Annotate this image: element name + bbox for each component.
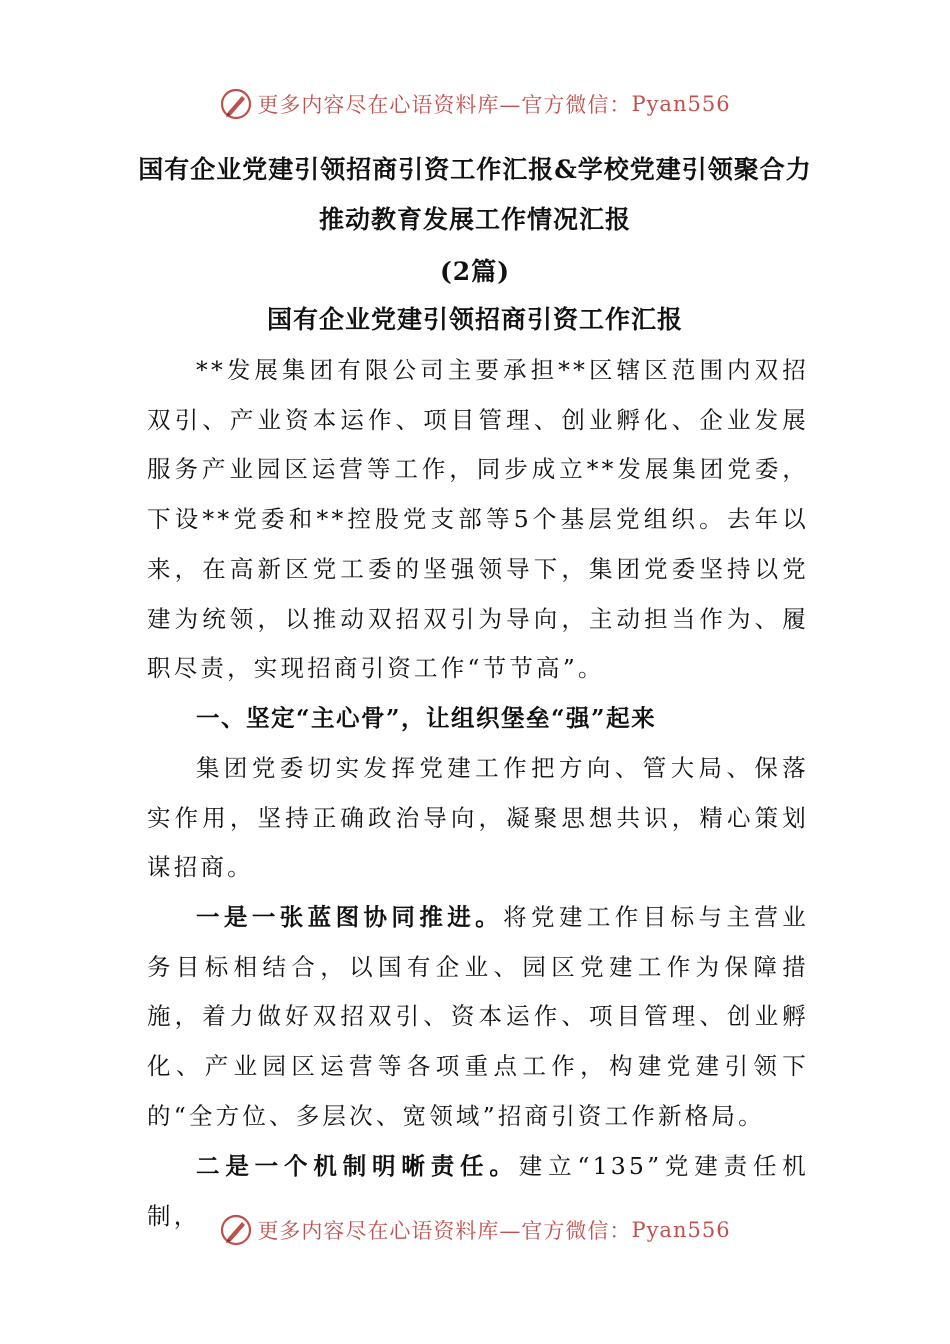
document-title-line1: 国有企业党建引领招商引资工作汇报&学校党建引领聚合力	[138, 155, 812, 184]
paragraph-item2-body: 建立“135”党建责任机制，	[147, 1152, 809, 1230]
section-heading-1: 一、坚定“主心骨”，让组织堡垒“强”起来	[196, 704, 657, 732]
footer-watermark-banner	[0, 1208, 950, 1252]
paragraph-section1: 集团党委切实发挥党建工作把方向、管大局、保落实作用，坚持正确政治导向，凝聚思想共识，精心策划谋招商。	[147, 754, 809, 882]
paragraph-intro: **发展集团有限公司主要承担**区辖区范围内双招双引、产业资本运作、项目管理、创业孵化、企业发展服务产业园区运营等工作，同步成立**发展集团党委，下设**党委和**控股党支部等5个基层党组织。去年以来，在高新区党工委的坚强领导下，集团党委坚持以党建为统领，以推动双招双引为导向，主动担当作为、履职尽责，实现招商引资工作“节节高”。	[147, 356, 809, 683]
banner-wechat-id: Pyan556	[631, 92, 731, 116]
document-subtitle: 国有企业党建引领招商引资工作汇报	[266, 305, 683, 334]
paragraph-item1	[147, 893, 809, 1142]
pen-logo-icon	[219, 1213, 253, 1247]
document-title-line2: 推动教育发展工作情况汇报	[318, 205, 631, 234]
paragraph-item1-lead: 一是一张蓝图协同推进。	[196, 903, 504, 931]
banner-site-text: 更多内容尽在心语资料库—官方微信：	[257, 1219, 632, 1243]
pen-logo-icon	[219, 87, 253, 121]
banner-site-text: 更多内容尽在心语资料库—官方微信：	[257, 93, 632, 117]
banner-wechat-id: Pyan556	[631, 1218, 731, 1242]
paragraph-item2-lead: 二是一个机制明晰责任。	[196, 1152, 519, 1180]
paragraph-item1-body: 将党建工作目标与主营业务目标相结合，以国有企业、园区党建工作为保障措施，着力做好双招双引、资本运作、项目管理、创业孵化、产业园区运营等各项重点工作，构建党建引领下的“全方位、多层次、宽领域”招商引资工作新格局。	[147, 903, 809, 1130]
header-watermark-banner	[0, 82, 950, 126]
document-count-label: (2篇)	[439, 257, 511, 286]
